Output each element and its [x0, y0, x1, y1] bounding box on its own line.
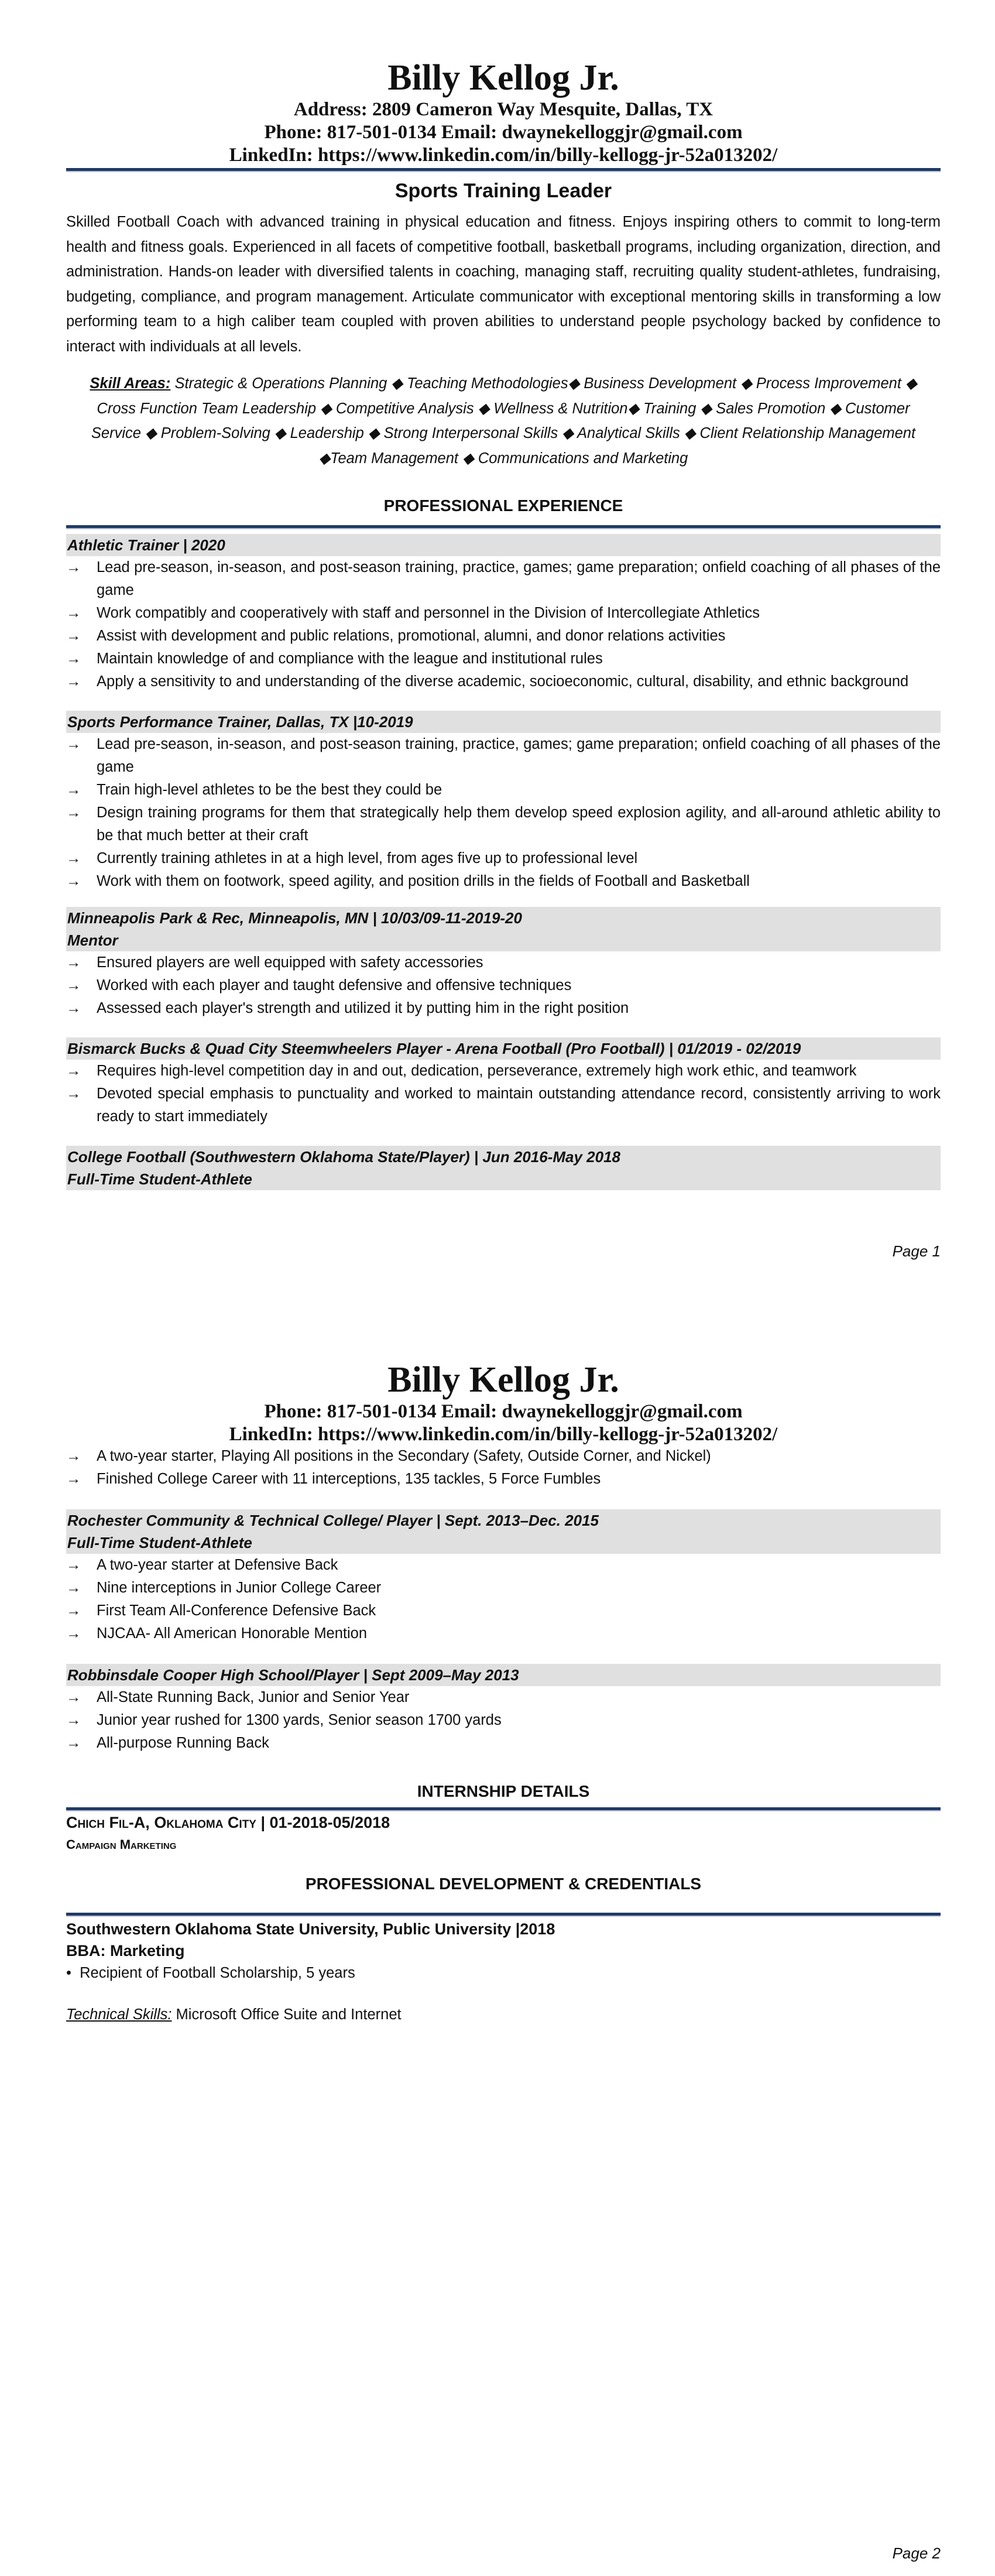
section-heading-credentials: PROFESSIONAL DEVELOPMENT & CREDENTIALS: [305, 1875, 702, 1893]
section-heading-internship: INTERNSHIP DETAILS: [417, 1782, 590, 1800]
arrow-bullet-icon: →: [66, 804, 81, 821]
arrow-bullet-icon: →: [66, 1712, 81, 1728]
job-entry: [66, 907, 941, 1020]
arrow-bullet-icon: →: [66, 1580, 81, 1596]
list-item: [66, 556, 941, 602]
job-header: [66, 907, 941, 951]
experience-list: [66, 534, 941, 1190]
job-entry: [66, 534, 941, 693]
summary: Skilled Football Coach with advanced training in physical education and fitness. Enjoys inspiring others to commit to long-term health and fitness goals. Experienced in all facets of competitive football, basketball programs, including organization, direction, and administration. Hands-on leader with diversified talents in coaching, managing staff, recruiting quality student-athletes, fundraising, budgeting, compliance, and program management. Articulate communicator with exceptional mentoring skills in transforming a low performing team to a high caliber team coupled with proven abilities to understand people psychology backed by confidence to interact with individuals at all levels.: [66, 214, 941, 355]
list-item: [66, 670, 941, 693]
job-role: Full-Time Student-Athlete: [67, 1534, 252, 1551]
job-bullets: [66, 1445, 941, 1491]
section-heading-experience: PROFESSIONAL EXPERIENCE: [383, 496, 623, 515]
bullet-text: A two-year starter at Defensive Back: [97, 1557, 338, 1573]
list-item: [66, 1060, 941, 1083]
arrow-bullet-icon: →: [66, 605, 81, 621]
education-bullet: [66, 1962, 941, 1985]
arrow-bullet-icon: →: [66, 850, 81, 866]
list-item: [66, 1599, 941, 1622]
bullet-text: All-State Running Back, Junior and Senior Year: [97, 1689, 410, 1705]
divider: [66, 168, 941, 172]
phone-email: Phone: 817-501-0134 Email: dwaynekelloggjr@gmail.com: [264, 1401, 743, 1422]
bullet-text: Worked with each player and taught defensive and offensive techniques: [97, 977, 572, 994]
bullet-text: First Team All-Conference Defensive Back: [97, 1602, 376, 1619]
skill-areas: [66, 371, 941, 471]
resume-page-2: [0, 1288, 995, 2576]
job-bullets: [66, 951, 941, 1020]
job-entry: [66, 711, 941, 893]
bullet-text: Work with them on footwork, speed agility, and position drills in the fields of Football and Basketball: [97, 873, 750, 889]
job-header: [66, 534, 941, 556]
bullet-text: Maintain knowledge of and compliance with the league and institutional rules: [97, 650, 603, 667]
job-entry: [66, 1509, 941, 1645]
technical-skills-value: Microsoft Office Suite and Internet: [171, 2006, 402, 2023]
resume-header: [66, 57, 941, 167]
internship-entry: [66, 1811, 941, 1856]
arrow-bullet-icon: →: [66, 559, 81, 576]
page-number: Page 1: [892, 1242, 941, 1260]
skill-areas-label: Skill Areas:: [90, 375, 171, 392]
job-title: Rochester Community & Technical College/ Player | Sept. 2013–Dec. 2015: [67, 1512, 599, 1529]
bullet-text: NJCAA- All American Honorable Mention: [97, 1625, 368, 1642]
bullet-text: Recipient of Football Scholarship, 5 years: [80, 1965, 355, 1981]
arrow-bullet-icon: →: [66, 736, 81, 752]
arrow-bullet-icon: →: [66, 1448, 81, 1464]
job-bullets: [66, 1554, 941, 1645]
job-title: College Football (Southwestern Oklahoma State/Player) | Jun 2016-May 2018: [67, 1148, 621, 1166]
candidate-name: Billy Kellog Jr.: [387, 58, 619, 98]
arrow-bullet-icon: →: [66, 1625, 81, 1642]
bullet-text: Design training programs for them that strategically help them develop speed explosion agility, and all-around athletic ability to be that much better at their craft: [97, 804, 941, 844]
job-role: Full-Time Student-Athlete: [67, 1170, 252, 1188]
bullet-text: Work compatibly and cooperatively with staff and personnel in the Division of Intercollegiate Athletics: [97, 605, 760, 621]
job-header: [66, 1664, 941, 1686]
job-bullets: [66, 1060, 941, 1128]
list-item: [66, 997, 941, 1020]
linkedin: LinkedIn: https://www.linkedin.com/in/billy-kellogg-jr-52a013202/: [229, 145, 778, 166]
job-title: Bismarck Bucks & Quad City Steemwheelers Player - Arena Football (Pro Football) | 01/2019 - 02/2019: [67, 1040, 801, 1057]
list-item: [66, 1686, 941, 1709]
list-item: [66, 1445, 941, 1468]
job-entry: [66, 1445, 941, 1491]
headline: Sports Training Leader: [394, 180, 612, 202]
address: Address: 2809 Cameron Way Mesquite, Dallas, TX: [293, 99, 713, 120]
list-item: [66, 1709, 941, 1732]
bullet-text: Finished College Career with 11 interceptions, 135 tackles, 5 Force Fumbles: [97, 1471, 601, 1487]
list-item: [66, 625, 941, 648]
bullet-text: Nine interceptions in Junior College Career: [97, 1580, 382, 1596]
list-item: [66, 1622, 941, 1645]
job-bullets: [66, 1686, 941, 1755]
arrow-bullet-icon: →: [66, 1602, 81, 1619]
arrow-bullet-icon: →: [66, 873, 81, 889]
candidate-name: Billy Kellog Jr.: [387, 1360, 619, 1400]
bullet-text: Lead pre-season, in-season, and post-season training, practice, games; game preparation; onfield coaching of all phases of the game: [97, 736, 941, 775]
job-header: [66, 711, 941, 733]
job-bullets: [66, 556, 941, 693]
list-item: [66, 648, 941, 670]
technical-skills: [66, 2003, 941, 2026]
arrow-bullet-icon: →: [66, 628, 81, 644]
degree: BBA: Marketing: [66, 1942, 185, 1960]
education-entry: [66, 1919, 941, 2026]
list-item: [66, 847, 941, 870]
arrow-bullet-icon: →: [66, 1471, 81, 1487]
page-number: Page 2: [892, 2544, 941, 2562]
list-item: [66, 779, 941, 801]
list-item: [66, 733, 941, 779]
bullet-text: Lead pre-season, in-season, and post-season training, practice, games; game preparation; onfield coaching of all phases of the game: [97, 559, 941, 598]
bullet-text: Currently training athletes in at a high level, from ages five up to professional level: [97, 850, 638, 866]
arrow-bullet-icon: →: [66, 1689, 81, 1705]
job-title: Robbinsdale Cooper High School/Player | Sept 2009–May 2013: [67, 1666, 519, 1684]
arrow-bullet-icon: →: [66, 782, 81, 798]
bullet-text: Requires high-level competition day in and out, dedication, perseverance, extremely high work ethic, and teamwork: [97, 1063, 857, 1079]
skill-areas-list: Strategic & Operations Planning ◆ Teaching Methodologies◆ Business Development ◆ Process Improvement ◆ Cross Function Team Leadership ◆ Competitive Analysis ◆ Wellness & Nutrition◆ Training ◆ Sales Promotion ◆ Customer Service ◆ Problem-Solving ◆ Leadership ◆ Strong Interpersonal Skills ◆ Analytical Skills ◆ Client Relationship Management ◆Team Management ◆ Communications and Marketing: [91, 375, 917, 467]
job-role: Mentor: [67, 931, 118, 949]
list-item: [66, 1083, 941, 1128]
arrow-bullet-icon: →: [66, 954, 81, 971]
arrow-bullet-icon: →: [66, 1085, 81, 1102]
job-entry: [66, 1664, 941, 1755]
job-bullets: [66, 733, 941, 893]
bullet-text: Train high-level athletes to be the best they could be: [97, 782, 442, 798]
arrow-bullet-icon: →: [66, 673, 81, 690]
list-item: [66, 1732, 941, 1755]
list-item: [66, 1468, 941, 1491]
job-title: Athletic Trainer | 2020: [67, 536, 225, 554]
bullet-text: Assessed each player's strength and utilized it by putting him in the right position: [97, 1000, 629, 1016]
bullet-text: Devoted special emphasis to punctuality and worked to maintain outstanding attendance record, consistently arriving to work ready to start immediately: [97, 1085, 941, 1125]
list-item: [66, 1554, 941, 1577]
job-entry: [66, 1037, 941, 1128]
arrow-bullet-icon: →: [66, 1063, 81, 1079]
bullet-text: Apply a sensitivity to and understanding of the diverse academic, socioeconomic, cultural, disability, and ethnic background: [97, 673, 909, 690]
experience-list-continued: [66, 1445, 941, 1755]
list-item: [66, 951, 941, 974]
job-header: [66, 1037, 941, 1060]
school: Southwestern Oklahoma State University, Public University |2018: [66, 1920, 555, 1938]
arrow-bullet-icon: →: [66, 1000, 81, 1016]
list-item: [66, 1577, 941, 1599]
phone-email: Phone: 817-501-0134 Email: dwaynekelloggjr@gmail.com: [264, 122, 743, 143]
bullet-icon: •: [66, 1965, 71, 1981]
list-item: [66, 801, 941, 847]
resume-header: [66, 1359, 941, 1446]
job-title: Sports Performance Trainer, Dallas, TX |10-2019: [67, 713, 413, 731]
divider: [66, 525, 941, 529]
job-entry: [66, 1146, 941, 1190]
arrow-bullet-icon: →: [66, 1557, 81, 1573]
divider: [66, 1913, 941, 1917]
job-title: Minneapolis Park & Rec, Minneapolis, MN | 10/03/09-11-2019-20: [67, 909, 522, 927]
arrow-bullet-icon: →: [66, 977, 81, 994]
arrow-bullet-icon: →: [66, 650, 81, 667]
list-item: [66, 974, 941, 997]
list-item: [66, 602, 941, 625]
internship-employer: Chich Fil-A, Oklahoma City | 01-2018-05/2018: [66, 1814, 390, 1831]
bullet-text: Junior year rushed for 1300 yards, Senior season 1700 yards: [97, 1712, 502, 1728]
bullet-text: Assist with development and public relations, promotional, alumni, and donor relations activities: [97, 628, 726, 644]
linkedin: LinkedIn: https://www.linkedin.com/in/billy-kellogg-jr-52a013202/: [229, 1424, 778, 1445]
job-header: [66, 1146, 941, 1190]
bullet-text: Ensured players are well equipped with safety accessories: [97, 954, 483, 971]
technical-skills-label: Technical Skills:: [66, 2006, 172, 2023]
list-item: [66, 870, 941, 893]
job-header: [66, 1509, 941, 1554]
internship-role: Campaign Marketing: [66, 1837, 177, 1852]
bullet-text: A two-year starter, Playing All positions in the Secondary (Safety, Outside Corner, and Nickel): [97, 1448, 711, 1464]
divider: [66, 1807, 941, 1811]
arrow-bullet-icon: →: [66, 1735, 81, 1751]
bullet-text: All-purpose Running Back: [97, 1735, 269, 1751]
